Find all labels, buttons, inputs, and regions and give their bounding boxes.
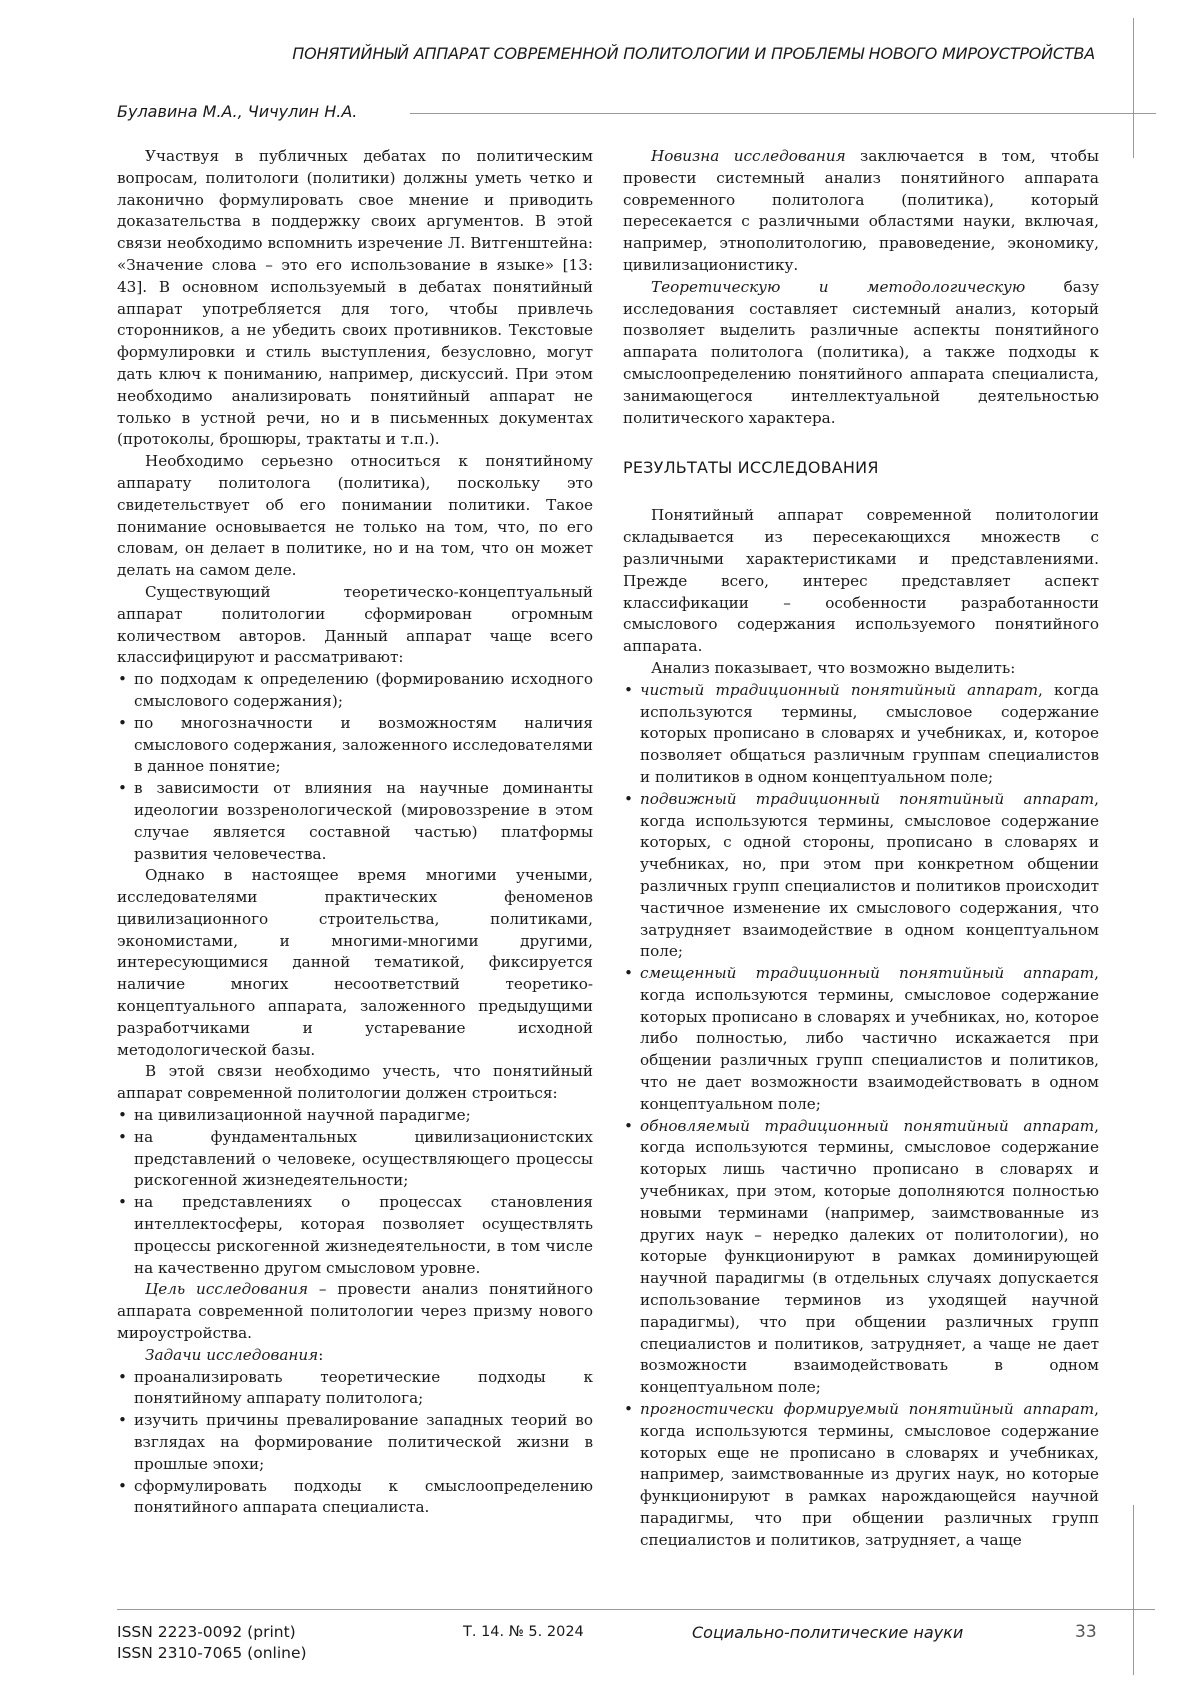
list-item: • на фундаментальных цивилизационистских представлений о человеке, осуществляющего процессы рискогенной жизнедеятельности; (117, 1127, 593, 1192)
goal-label: Цель исследования (145, 1280, 309, 1299)
section-heading: РЕЗУЛЬТАТЫ ИССЛЕДОВАНИЯ (623, 458, 879, 478)
list-item (623, 963, 1099, 1116)
paragraph: Анализ показывает, что возможно выделить: (651, 658, 1016, 677)
margin-rule-top (1133, 18, 1134, 158)
list-item (623, 789, 1099, 963)
novelty-text: заключается в том, чтобы провести системный анализ понятийного аппарата современного политолога (политика), который пересекается с различными областями науки, включая, например, этнополитологию, правоведение, экономику, цивилизационистику. (623, 147, 1100, 274)
header-rule (410, 113, 1156, 114)
apparatus-types-list (623, 680, 1099, 1552)
paragraph: Необходимо серьезно относиться к понятийному аппарату политолога (политика), поскольку это свидетельствует об его понимании политики. Такое понимание основывается не только на том, что, по его словам, он делает в политике, но и на том, что он может делать на самом деле. (117, 452, 593, 580)
margin-rule-bottom (1133, 1505, 1134, 1675)
footer-volume: Т. 14. № 5. 2024 (463, 1624, 584, 1640)
term-label: прогностически формируемый понятийный аппарат (640, 1400, 1095, 1419)
paragraph: В этой связи необходимо учесть, что понятийный аппарат современной политологии должен строиться: (117, 1062, 593, 1103)
paragraph: Существующий теоретическо-концептуальный аппарат политологии сформирован огромным количеством авторов. Данный аппарат чаще всего классифицируют и рассматривают: (117, 582, 593, 667)
term-text: , когда используются термины, смысловое содержание которых еще не прописано в словарях и учебниках, например, заимствованные из других наук, но которые функционируют в рамках нарождающейся научной парадигмы, что при общении различных групп специалистов и политиков, затрудняет, а чаще (640, 1400, 1099, 1549)
list-item: • сформулировать подходы к смыслоопределению понятийного аппарата специалиста. (117, 1476, 593, 1520)
list-item (623, 1116, 1099, 1399)
term-label: чистый традиционный понятийный аппарат (640, 680, 1038, 699)
research-tasks (117, 1345, 593, 1367)
right-column (623, 146, 1099, 1552)
paragraph: Понятийный аппарат современной политологии складывается из пересекающихся множеств с различными характеристиками и представлениями. Прежде всего, интерес представляет аспект классификации – особенности разработанности смыслового содержания используемого понятийного аппарата. (623, 506, 1099, 656)
footer-issn (117, 1622, 307, 1664)
novelty-label: Новизна исследования (651, 147, 846, 165)
authors: Булавина М.А., Чичулин Н.А. (117, 102, 358, 121)
term-label: обновляемый традиционный понятийный аппарат (640, 1116, 1095, 1135)
goal-text: – провести анализ понятийного аппарата современной политологии через призму нового мироустройства. (117, 1280, 593, 1343)
list-item: • проанализировать теоретические подходы к понятийному аппарату политолога; (117, 1367, 593, 1411)
requirements-list (117, 1105, 593, 1279)
methodology-paragraph (623, 277, 1099, 430)
methodology-text: базу исследования составляет системный анализ, который позволяет выделить различные аспекты понятийного аппарата политолога (политика), а также подходы к смыслоопределению понятийного аппарата специалиста, занимающегося интеллектуальной деятельностью политического характера. (623, 277, 1100, 427)
list-item: • на цивилизационной научной парадигме; (117, 1105, 593, 1127)
list-item: • по многозначности и возможностям наличия смыслового содержания, заложенного исследователями в данное понятие; (117, 713, 593, 778)
issn-online: ISSN 2310-7065 (online) (117, 1644, 307, 1662)
methodology-label: Теоретическую и методологическую (651, 277, 1026, 296)
footer-journal: Социально-политические науки (692, 1623, 964, 1642)
issn-print: ISSN 2223-0092 (print) (117, 1623, 296, 1641)
term-text: , когда используются термины, смысловое содержание которых прописано в словарях и учебниках, и, которое позволяет общаться различным группам специалистов и политиков в одном концептуальном поле; (640, 680, 1099, 786)
research-goal (117, 1279, 593, 1344)
tasks-label: Задачи исследования (145, 1345, 319, 1364)
left-column (117, 146, 593, 1519)
page-number: 33 (1075, 1622, 1097, 1642)
list-item: • на представлениях о процессах становления интеллектосферы, которая позволяет осуществлять процессы рискогенной жизнедеятельности, в том числе на качественно другом смысловом уровне. (117, 1192, 593, 1279)
list-item (623, 1399, 1099, 1552)
term-text: , когда используются термины, смысловое содержание которых, с одной стороны, прописано в словарях и учебниках, но, при этом при конкретном общении различных групп специалистов и политиков происходит частичное изменение их смыслового содержания, что затрудняет взаимодействие в одном концептуальном поле; (640, 789, 1099, 961)
novelty-paragraph (623, 146, 1099, 277)
term-label: подвижный традиционный понятийный аппарат (640, 789, 1095, 808)
paragraph: Участвуя в публичных дебатах по политическим вопросам, политологи (политики) должны уметь четко и лаконично формулировать свое мнение и приводить доказательства в поддержку своих аргументов. В этой связи необходимо вспомнить изречение Л. Витгенштейна: «Значение слова – это его использование в языке» [13: 43]. В основном используемый в дебатах понятийный аппарат употребляется для того, чтобы привлечь сторонников, а не убедить своих противников. Текстовые формулировки и стиль выступления, безусловно, могут дать ключ к пониманию, например, дискуссий. При этом необходимо анализировать понятийный аппарат не только в устной речи, но и в письменных документах (протоколы, брошюры, трактаты и т.п.). (117, 147, 593, 449)
term-text: , когда используются термины, смысловое содержание которых прописано в словарях и учебниках, но, которое либо полностью, либо частично искажается при общении различных групп специалистов и политиков, что не дает возможности взаимодействовать в одном концептуальном поле; (640, 964, 1099, 1113)
term-label: смещенный традиционный понятийный аппарат (640, 964, 1095, 983)
tasks-list (117, 1367, 593, 1520)
tasks-colon: : (318, 1345, 324, 1364)
paragraph: Однако в настоящее время многими учеными, исследователями практических феноменов цивилизационного строительства, политиками, экономистами, и многими-многими другими, интересующимися данной тематикой, фиксируется наличие многих несоответствий теоретико-концептуального аппарата, заложенного предыдущими разработчиками и устаревание исходной методологической базы. (117, 866, 593, 1059)
list-item: • изучить причины превалирование западных теорий во взглядах на формирование политической жизни в прошлые эпохи; (117, 1410, 593, 1475)
list-item: • по подходам к определению (формированию исходного смыслового содержания); (117, 669, 593, 713)
list-item (623, 680, 1099, 789)
term-text: , когда используются термины, смысловое содержание которых лишь частично прописано в словарях и учебниках, при этом, которые дополняются полностью новыми терминами (например, заимствованные из других наук – нередко далеких от политологии), но которые функционируют в рамках доминирующей научной парадигмы (в отдельных случаях допускается использование терминов из уходящей научной парадигмы), что при общении различных групп специалистов и политиков, затрудняет, а чаще не дает возможности взаимодействовать в одном концептуальном поле; (640, 1116, 1099, 1397)
running-title: ПОНЯТИЙНЫЙ АППАРАТ СОВРЕМЕННОЙ ПОЛИТОЛОГИИ И ПРОБЛЕМЫ НОВОГО МИРОУСТРОЙСТВА (292, 44, 1095, 63)
footer-rule (117, 1609, 1155, 1610)
list-item: • в зависимости от влияния на научные доминанты идеологии воззренологической (мировоззрение в этом случае является составной частью) платформы развития человечества. (117, 778, 593, 865)
classification-list (117, 669, 593, 865)
